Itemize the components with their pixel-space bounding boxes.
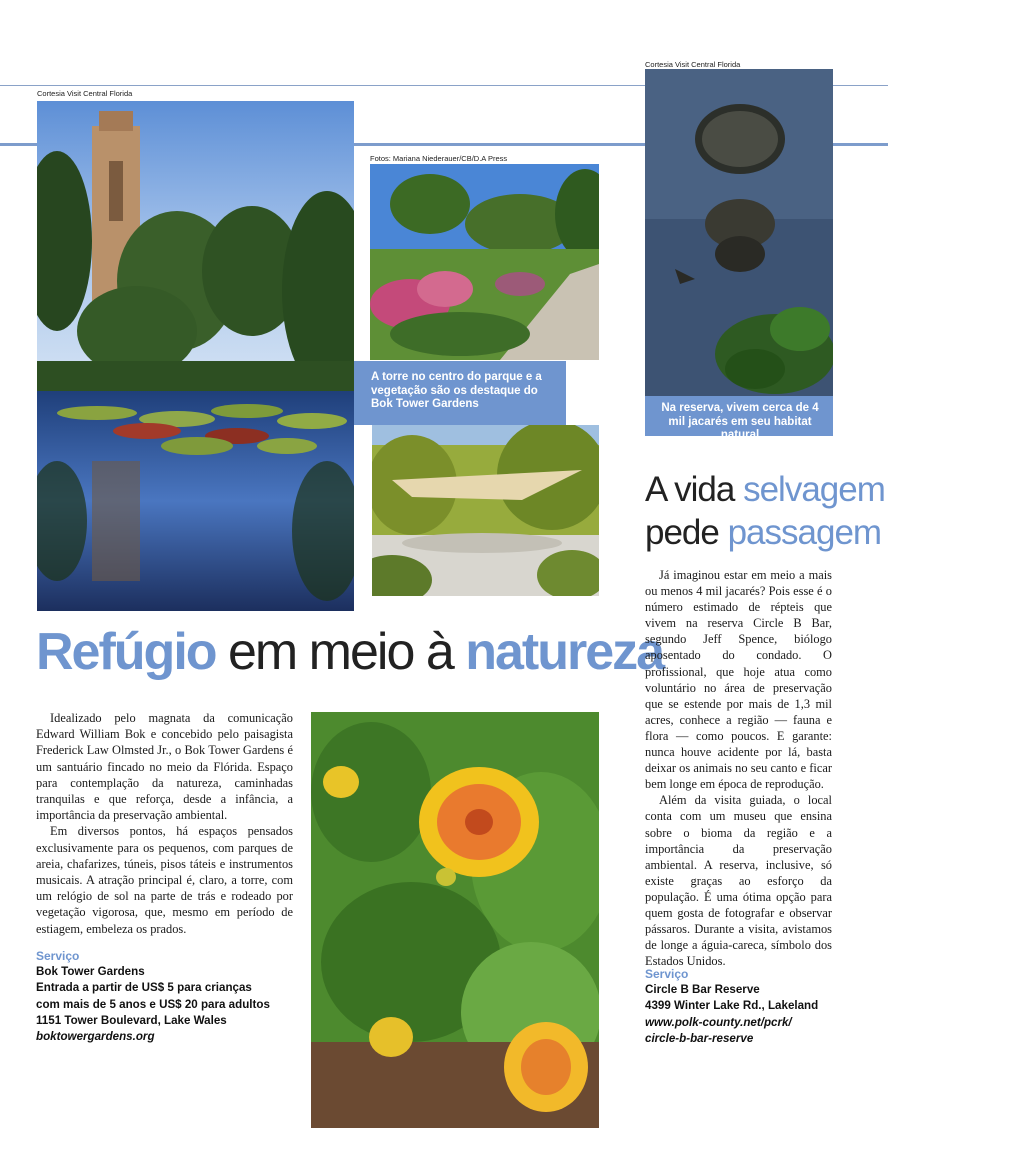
tower-caption: A torre no centro do parque e a vegetação são os destaque do Bok Tower Gardens [354,361,566,425]
left-paragraph-1: Idealizado pelo magnata da comunicação Edward William Bok e concebido pelo paisagista Frederick Law Olmsted Jr., o Bok Tower Gardens é um santuário fincado no meio da Flórida. Espaço para contemplação da natureza, caminhadas tranquilas e que reforça, desde a infância, a importância da preservação ambiental. [36,711,293,823]
right-headline-line-2 [645,513,881,553]
right-service-name: Circle B Bar Reserve [645,983,760,997]
photo-credit-right: Cortesia Visit Central Florida [645,60,741,69]
right-headline-part-1b: selvagem [743,470,885,509]
flower-photo [311,712,599,1128]
right-headline-part-1a: A vida [645,470,744,509]
right-headline-line-1 [645,470,885,510]
right-paragraph-2: Além da visita guiada, o local conta com um museu que ensina sobre o bioma da região e a importância da preservação ambiental. A reserva, inclusive, só existe graças ao esforço da população. É uma ótima opção para quem gosta de fotografar e observar pássaros. Durante a visita, avistamos de longe a águia-careca, símbolo dos Estados Unidos. [645,793,832,969]
photo-credit-left: Cortesia Visit Central Florida [37,89,133,98]
right-headline-part-2b: passagem [727,513,882,552]
left-service-box [36,948,298,1045]
right-service-site-link-2[interactable]: circle-b-bar-reserve [645,1031,754,1045]
left-paragraph-2: Em diversos pontos, há espaços pensados exclusivamente para os pequenos, com parques de areia, chafarizes, túneis, pisos táteis e instrumentos musicais. A atração principal é, claro, a torre, com um relógio de sol na parte de trás e rodeado por vegetação vigorosa, que, mesmo em período de estiagem, embeleza os prados. [36,824,293,936]
garden-path-photo [370,164,599,360]
left-headline-word2: natureza [465,623,664,681]
left-headline-word1: Refúgio [36,623,216,681]
right-paragraph-1: Já imaginou estar em meio a mais ou menos 4 mil jacarés? Pois esse é o número estimado de répteis que vivem na reserva Circle B Bar, segundo Jeff Spence, biólogo aposentado do condado. O profissional, que hoje atua como voluntário no área de preservação que se estende por mais de 1,3 mil acres, conhece a região — fauna e flora — como poucos. E garante: nunca houve acidente por lá, basta deixar os animais no seu canto e ficar bem longe em época de reprodução. [645,568,832,792]
alligator-photo [645,69,833,396]
section-rule-left [0,143,37,146]
right-article-body [645,567,832,969]
right-service-site-link-1[interactable]: www.polk-county.net/pcrk/ [645,1015,792,1029]
right-service-address: 4399 Winter Lake Rd., Lakeland [645,999,819,1013]
left-service-price-2: com mais de 5 anos e US$ 20 para adultos [36,997,270,1011]
left-service-price-1: Entrada a partir de US$ 5 para crianças [36,981,252,995]
photo-credit-middle: Fotos: Mariana Niederauer/CB/D.A Press [370,154,508,163]
left-headline [36,622,663,682]
right-service-box [645,966,845,1047]
left-service-title: Serviço [36,949,80,963]
section-rule-right [833,143,888,146]
shade-sail-photo [372,425,599,596]
right-service-title: Serviço [645,967,689,981]
left-service-address: 1151 Tower Boulevard, Lake Wales [36,1013,227,1027]
section-rule-middle [354,143,646,146]
bok-tower-photo [37,101,354,611]
left-service-site-link[interactable]: boktowergardens.org [36,1030,155,1044]
alligator-caption: Na reserva, vivem cerca de 4 mil jacarés em seu habitat natural [645,396,833,436]
right-headline-part-2a: pede [645,513,728,552]
left-article-body [36,710,293,937]
left-service-name: Bok Tower Gardens [36,965,145,979]
left-headline-mid: em meio à [215,623,466,681]
